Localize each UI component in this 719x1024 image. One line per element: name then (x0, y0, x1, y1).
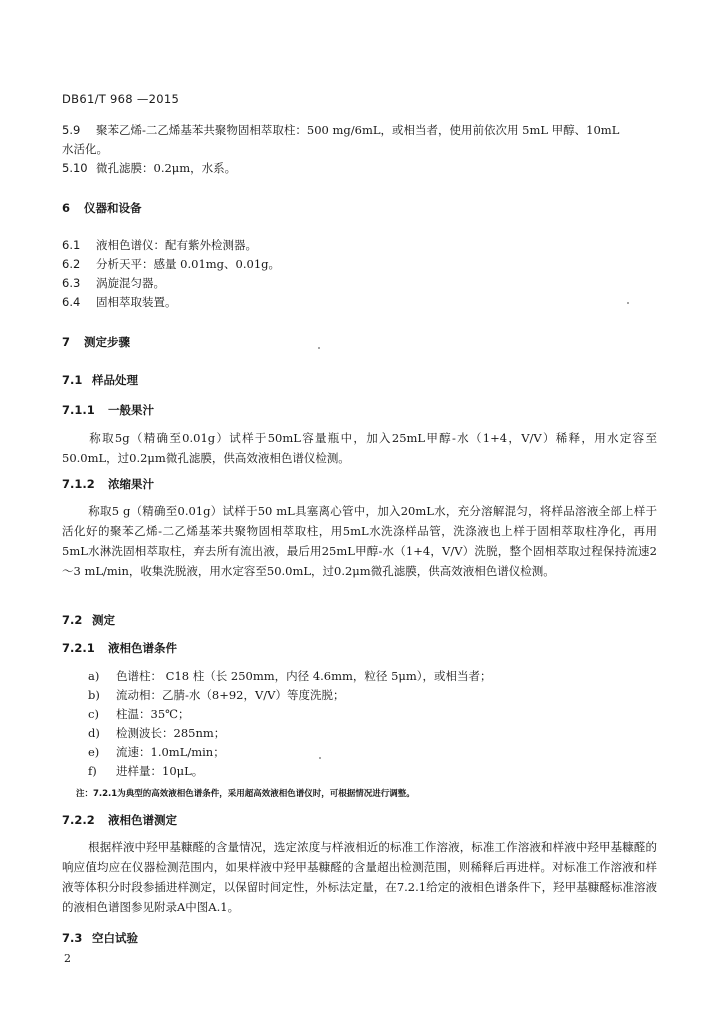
item-text: 分析天平：感量 0.01mg、0.01g。 (96, 257, 280, 271)
section-heading-7-3 (62, 930, 138, 946)
section-title: 空白试验 (92, 931, 138, 945)
item-6-1 (62, 237, 257, 253)
section-number: 7.3 (62, 931, 83, 945)
item-number: 6.3 (62, 276, 81, 290)
list-marker: b) (88, 688, 100, 702)
list-marker: a) (88, 669, 100, 683)
paragraph-text: 称取5 g（精确至0.01g）试样于50 mL具塞离心管中，加入20mL水，充分溶解混匀，将样品溶液全部上样于活化好的聚苯乙烯-二乙烯基苯共聚物固相萃取柱，用5mL水洗涤样品管，洗涤液也上样于固相萃取柱净化，再用5mL水淋洗固相萃取柱，弃去所有流出液，最后用25mL甲醇-水（1+4，V/V）洗脱，整个固相萃取过程保持流速2～3 mL/min，收集洗脱液，用水定容至50.0mL，过0.2μm微孔滤膜，供高效液相色谱仪检测。 (62, 504, 657, 578)
item-5-9 (62, 122, 619, 138)
section-number: 6 (62, 201, 71, 215)
section-heading-7 (62, 334, 130, 350)
paragraph-text: 称取5g（精确至0.01g）试样于50mL容量瓶中，加入25mL甲醇-水（1+4，V/V）稀释，用水定容至50.0mL，过0.2μm微孔滤膜，供高效液相色谱仪检测。 (62, 431, 657, 465)
section-title: 一般果汁 (108, 403, 154, 417)
list-marker: e) (88, 745, 100, 759)
section-title: 仪器和设备 (84, 201, 142, 215)
item-number: 6.1 (62, 238, 81, 252)
section-heading-7-1-1 (62, 402, 154, 418)
section-number: 7.1.2 (62, 477, 95, 491)
section-heading-7-1 (62, 372, 138, 388)
list-marker: f) (88, 764, 97, 778)
paragraph-7-1-2 (62, 501, 657, 581)
list-text: 进样量：10μL。 (116, 764, 204, 778)
item-text: 聚苯乙烯-二乙烯基苯共聚物固相萃取柱：500 mg/6mL，或相当者，使用前依次用 5mL 甲醇、10mL (96, 123, 620, 137)
section-heading-7-1-2 (62, 476, 154, 492)
section-heading-7-2 (62, 612, 115, 628)
section-heading-7-2-2 (62, 812, 177, 828)
item-6-3 (62, 275, 165, 291)
condition-item (88, 763, 203, 779)
section-heading-6 (62, 200, 142, 216)
section-title: 液相色谱测定 (108, 813, 177, 827)
section-number: 7 (62, 335, 71, 349)
list-text: 柱温：35℃； (116, 707, 190, 721)
section-title: 样品处理 (92, 373, 138, 387)
item-6-4 (62, 294, 177, 310)
section-number: 7.2.2 (62, 813, 95, 827)
section-title: 液相色谱条件 (108, 641, 177, 655)
item-6-2 (62, 256, 280, 272)
section-heading-7-2-1 (62, 640, 177, 656)
list-text: 色谱柱： C18 柱（长 250mm，内径 4.6mm，粒径 5μm），或相当者； (116, 669, 492, 683)
condition-item (88, 744, 225, 760)
item-5-9-continued: 水活化。 (62, 142, 108, 156)
item-number: 6.4 (62, 295, 81, 309)
item-text: 涡旋混匀器。 (96, 276, 165, 290)
scan-speck (627, 302, 629, 304)
page-number: 2 (64, 952, 71, 965)
item-5-10 (62, 160, 236, 176)
standard-id: DB61/T 968 —2015 (62, 92, 180, 106)
paragraph-7-2-2 (62, 837, 657, 917)
paragraph-text: 根据样液中羟甲基糠醛的含量情况，选定浓度与样液相近的标准工作溶液，标准工作溶液和样液中羟甲基糠醛的响应值均应在仪器检测范围内，如果样液中羟甲基糠醛的含量超出检测范围，则稀释后再进样。对标准工作溶液和样液等体积分时段参插进样测定，以保留时间定性，外标法定量，在7.2.1给定的液相色谱条件下，羟甲基糠醛标准溶液的液相色谱图参见附录A中图A.1。 (62, 840, 657, 914)
section-number: 7.1.1 (62, 403, 95, 417)
list-marker: c) (88, 707, 99, 721)
scan-speck (319, 757, 321, 759)
section-number: 7.2.1 (62, 641, 95, 655)
list-text: 检测波长：285nm； (116, 726, 226, 740)
item-number: 5.10 (62, 161, 88, 175)
list-text: 流速：1.0mL/min； (116, 745, 225, 759)
section-title: 测定 (92, 613, 115, 627)
section-number: 7.2 (62, 613, 83, 627)
condition-item (88, 725, 225, 741)
section-title: 测定步骤 (84, 335, 130, 349)
item-text: 微孔滤膜：0.2μm，水系。 (96, 161, 237, 175)
item-number: 6.2 (62, 257, 81, 271)
paragraph-7-1-1 (62, 428, 657, 468)
item-text: 固相萃取装置。 (96, 295, 177, 309)
item-text: 液相色谱仪：配有紫外检测器。 (96, 238, 257, 252)
list-text: 流动相：乙腈-水（8+92，V/V）等度洗脱； (116, 688, 345, 702)
scan-speck (318, 347, 320, 349)
condition-item (88, 668, 492, 684)
item-number: 5.9 (62, 123, 81, 137)
condition-item (88, 706, 190, 722)
condition-item (88, 687, 344, 703)
section-title: 浓缩果汁 (108, 477, 154, 491)
section-number: 7.1 (62, 373, 83, 387)
list-marker: d) (88, 726, 100, 740)
note: 注：7.2.1为典型的高效液相色谱条件，采用超高效液相色谱仪时，可根据情况进行调整。 (76, 789, 415, 799)
